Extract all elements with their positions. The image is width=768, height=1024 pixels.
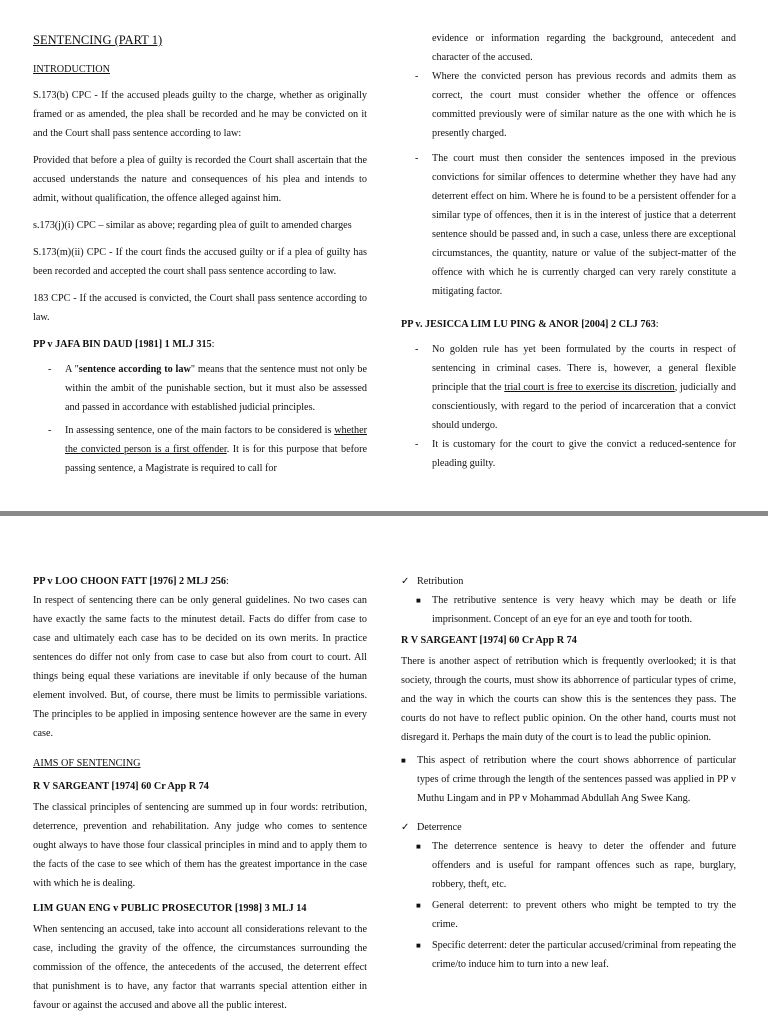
paragraph-s173j: s.173(j)(i) CPC – similar as above; regarding plea of guilt to amended charges: [33, 220, 352, 231]
paragraph-s173b: S.173(b) CPC - If the accused pleads guilty to the charge, whether as originally framed or as amended, the plea shall be recorded and he may be convicted on it and the Court shall pass sentence according to law:: [33, 90, 367, 139]
bullet-text: General deterrent: to prevent others who might be tempted to try the crime.: [432, 900, 736, 930]
square-bullet-icon: ■: [416, 842, 421, 851]
list-item: [401, 837, 736, 894]
page2-left-column: [33, 572, 367, 1015]
case-name: PP v. JESICCA LIM LU PING & ANOR [2004] 2 CLJ 763: [401, 319, 656, 330]
bullet-text: , judicially and conscientiously, with regard to the period of incarceration that a convict should undergo.: [432, 382, 736, 431]
list-item: [33, 421, 367, 478]
page2-right-column: [401, 572, 736, 980]
dash-marker: -: [48, 364, 52, 375]
case-colon: :: [211, 339, 215, 350]
list-item: [401, 340, 736, 435]
case-heading-sargeant-2: R V SARGEANT [1974] 60 Cr App R 74: [401, 635, 577, 646]
list-item: [401, 435, 736, 473]
case-name: PP v JAFA BIN DAUD [1981] 1 MLJ 315: [33, 339, 212, 350]
dash-marker: -: [415, 153, 419, 164]
document-page-2: [0, 516, 768, 1024]
dash-marker: -: [415, 344, 419, 355]
square-bullet-icon: ■: [401, 756, 406, 765]
paragraph-proviso: Provided that before a plea of guilty is recorded the Court shall ascertain that the accused understands the nature and consequences of his plea and intends to admit, without qualification, the offence alleged against him.: [33, 155, 367, 204]
dash-marker: -: [415, 439, 419, 450]
bullet-text: Where the convicted person has previous records and admits them as correct, the court must consider whether the offence or offences committed previously were of similar nature as the one with which he is presently charged.: [432, 71, 736, 139]
bullet-text: No golden rule has yet been formulated by the courts in respect of sentencing in criminal cases. There is, however, a general flexible principle that the: [432, 344, 736, 393]
list-item: [401, 67, 736, 143]
dash-marker: -: [415, 71, 419, 82]
previous-records-list: [401, 67, 736, 301]
continued-text: evidence or information regarding the background, antecedent and character of the accused.: [432, 33, 736, 63]
list-item: [401, 936, 736, 974]
case-heading-loo-choon-fatt: [33, 572, 367, 591]
bullet-text: In assessing sentence, one of the main factors to be considered is: [65, 425, 335, 436]
aims-heading: AIMS OF SENTENCING: [33, 758, 141, 769]
paragraph-s173m: S.173(m)(ii) CPC - If the court finds the accused guilty or if a plea of guilty has been recorded and accepted the court shall pass sentence according to law.: [33, 247, 367, 277]
abhorrence-list: [401, 751, 736, 808]
case-heading-lim-guan-eng: LIM GUAN ENG v PUBLIC PROSECUTOR [1998] 3 MLJ 14: [33, 903, 307, 914]
retribution-item: [401, 572, 736, 591]
underlined-phrase: whether the convicted person is a first offender: [65, 425, 367, 455]
dash-marker: -: [48, 425, 52, 436]
document-title: SENTENCING (PART 1): [33, 33, 163, 47]
bullet-text: The deterrence sentence is heavy to deter the offender and future offenders and is useful for rampant offences such as rape, burglary, robbery, theft, etc.: [432, 841, 736, 890]
page1-right-column: [401, 29, 736, 479]
list-item: [33, 360, 367, 417]
case-heading-jafa: [33, 335, 367, 354]
bullet-text: The court must then consider the sentences imposed in the previous convictions for similar offences to determine whether they have had any deterrent effect on him. Where he is found to be a persistent offender for a similar type of offences, then it is in the interest of justice that a deterrent sentence should be passed and, in such a case, unless there are exceptional circumstances, the quantity, nature or value of the subject-matter of the offence with which he is currently charged can very rarely constitute a mitigating factor.: [432, 153, 736, 297]
case-name: PP v LOO CHOON FATT [1976] 2 MLJ 256: [33, 576, 226, 587]
case-colon: :: [226, 576, 229, 587]
list-item: [401, 751, 736, 808]
bold-term: sentence according to law: [78, 364, 191, 375]
square-bullet-icon: ■: [416, 596, 421, 605]
bullet-text: The retributive sentence is very heavy which may be death or life imprisonment. Concept of an eye for an eye and tooth for tooth.: [432, 595, 736, 625]
bullet-text: This aspect of retribution where the court shows abhorrence of particular types of crime through the length of the sentences passed was applied in PP v Muthu Lingam and in PP v Mohammad Abdullah Ang Swee Kang.: [417, 755, 736, 804]
square-bullet-icon: ■: [416, 941, 421, 950]
deterrence-list: [401, 837, 736, 974]
paragraph-considerations: When sentencing an accused, take into account all considerations relevant to the case, including the gravity of the offence, the circumstances surrounding the commission of the offence, the antecedents of the accused, the deterrent effect that punishment is to have, any factor that warrants special attention either in favour or against the accused and above all the public interest.: [33, 924, 367, 1011]
document-page-1: [0, 0, 768, 511]
page1-left-column: [33, 30, 367, 484]
bullet-text: " means that the sentence must not only be within the ambit of the punishable section, but it must also be assessed and passed in accordance with established judicial principles.: [65, 364, 367, 413]
case-colon: :: [655, 319, 659, 330]
paragraph-183: 183 CPC - If the accused is convicted, the Court shall pass sentence according to law.: [33, 293, 367, 323]
underlined-phrase: trial court is free to exercise its discretion: [504, 382, 675, 393]
jesicca-bullet-list: [401, 340, 736, 473]
square-bullet-icon: ■: [416, 901, 421, 910]
deterrence-label: Deterrence: [417, 822, 462, 833]
list-item: [401, 896, 736, 934]
list-item: [401, 591, 736, 629]
deterrence-item: [401, 818, 736, 837]
retribution-list: [401, 591, 736, 629]
checkmark-icon: ✓: [401, 822, 410, 833]
paragraph-classical-principles: The classical principles of sentencing are summed up in four words: retribution, deterrence, prevention and rehabilitation. Any judge who comes to sentence ought always to have those four classical principles in mind and to apply them to the facts of the case to see which of them has the greatest importance in the case with which he is dealing.: [33, 802, 367, 889]
bullet-text: It is customary for the court to give the convict a reduced-sentence for pleading guilty.: [432, 439, 736, 469]
bullet-text: Specific deterrent: deter the particular accused/criminal from repeating the crime/to induce him to turn into a new leaf.: [432, 940, 736, 970]
list-item: [401, 149, 736, 301]
retribution-label: Retribution: [417, 576, 464, 587]
bullet-text: A ": [65, 364, 79, 375]
bullet-text: . It is for this purpose that before passing sentence, a Magistrate is required to call for: [65, 444, 367, 474]
paragraph-guidelines: In respect of sentencing there can be only general guidelines. No two cases can have exactly the same facts to the minutest detail. Facts do differ from case to case and ultimately each case has to be decided on its own merits. In practice sentences do differ not only from case to case but also from court to court. All things being equal these variations are inevitable if only because of the human element involved. But, of course, there must be limits to permissible variations. The principles to be applied in imposing sentence however are the same in every case.: [33, 595, 367, 739]
paragraph-retribution-aspect: There is another aspect of retribution which is frequently overlooked; it is that society, through the courts, must show its abhorrence of particular types of crime, and the way in which the courts can show this is the sentences they pass. The courts do not have to reflect public opinion. On the other hand, courts must not disregard it. Perhaps the main duty of the court is to lead the public opinion.: [401, 656, 736, 743]
case-heading-sargeant: R V SARGEANT [1974] 60 Cr App R 74: [33, 781, 209, 792]
jafa-bullet-list: [33, 360, 367, 478]
checkmark-icon: ✓: [401, 576, 410, 587]
introduction-heading: INTRODUCTION: [33, 64, 110, 75]
case-heading-jesicca: [401, 315, 736, 334]
